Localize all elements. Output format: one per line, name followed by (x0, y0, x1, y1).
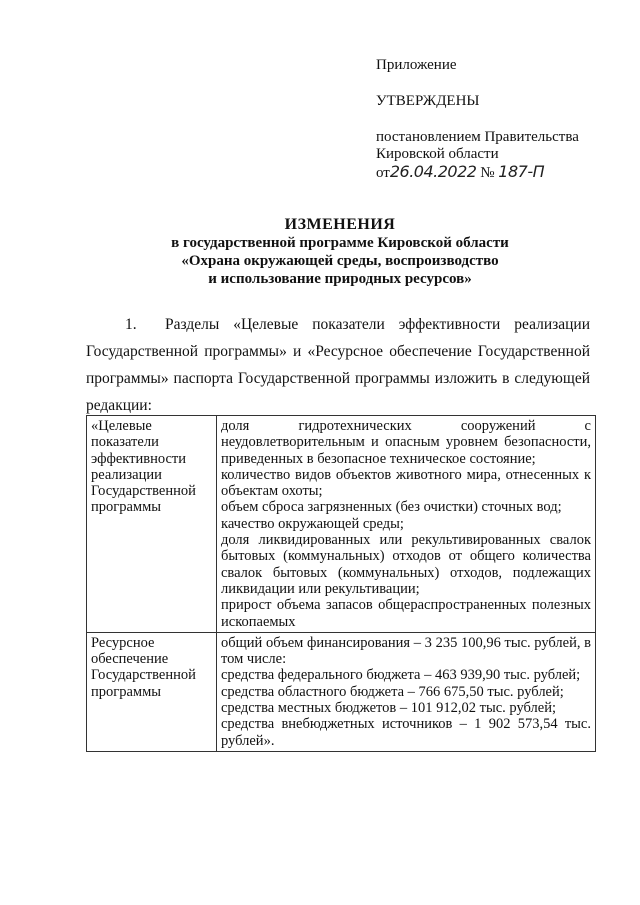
paragraph-number: 1. (125, 316, 137, 333)
indicator-item: объем сброса загрязненных (без очистки) сточных вод; (221, 499, 562, 516)
date-number-line (376, 163, 616, 182)
region-line: Кировской области (376, 146, 499, 162)
funding-item: средства федерального бюджета – 463 939,90 тыс. рублей; (221, 667, 581, 684)
handwritten-number: 187-П (498, 162, 545, 181)
approval-block (376, 57, 616, 182)
sections-table (86, 415, 596, 752)
title-line-2: «Охрана окружающей среды, воспроизводство (181, 253, 499, 269)
funding-item: средства областного бюджета – 766 675,50 тыс. рублей; (221, 683, 564, 700)
row-label-target-indicators: «Целевые показатели эффективности реализации Государственной программы (87, 416, 217, 633)
handwritten-date: 26.04.2022 (389, 162, 477, 181)
table-row (87, 416, 596, 633)
paragraph-line-1: 1. Разделы «Целевые показатели эффективности реализации (86, 311, 590, 338)
paragraph-line-2: Государственной программы» и «Ресурсное обеспечение Государственной (86, 343, 590, 360)
paragraph-line-3: программы» паспорта Государственной программы изложить в следующей (86, 370, 590, 387)
indicator-item: доля гидротехнических сооружений с неудовлетворительным и опасным уровнем безопасности, приведенных в безопасное техническое состояние; (221, 418, 591, 467)
title-heading: ИЗМЕНЕНИЯ (284, 216, 396, 233)
indicator-item: качество окружающей среды; (221, 515, 404, 532)
indicator-item: прирост объема запасов общераспространенных полезных ископаемых (221, 597, 591, 630)
approved-label: УТВЕРЖДЕНЫ (376, 93, 480, 109)
indicator-item: количество видов объектов животного мира, отнесенных к объектам охоты; (221, 466, 591, 500)
title-line-3: и использование природных ресурсов» (208, 271, 472, 287)
number-sign: № (480, 165, 495, 181)
date-prefix: от (376, 165, 390, 181)
table-row (87, 632, 596, 751)
paragraph-line-4: редакции: (86, 397, 152, 414)
title-line-1: в государственной программе Кировской области (171, 235, 509, 251)
indicator-item: доля ликвидированных или рекультивированных свалок бытовых (коммунальных) отходов от общего количества свалок бытовых (коммунальных) отходов, подлежащих ликвидации или рекультивации; (221, 532, 591, 597)
resolution-line: постановлением Правительства (376, 129, 579, 145)
paragraph-1 (86, 311, 590, 419)
funding-item: средства местных бюджетов – 101 912,02 тыс. рублей; (221, 700, 557, 717)
document-title (90, 216, 590, 288)
row-label-resource-support: Ресурсное обеспечение Государственной программы (87, 632, 217, 751)
funding-item: средства внебюджетных источников – 1 902 573,54 тыс. рублей». (221, 716, 591, 749)
appendix-label: Приложение (376, 57, 457, 73)
row-content-resource-support (217, 632, 596, 751)
funding-item: общий объем финансирования – 3 235 100,96 тыс. рублей, в том числе: (221, 634, 591, 668)
row-content-target-indicators (217, 416, 596, 633)
